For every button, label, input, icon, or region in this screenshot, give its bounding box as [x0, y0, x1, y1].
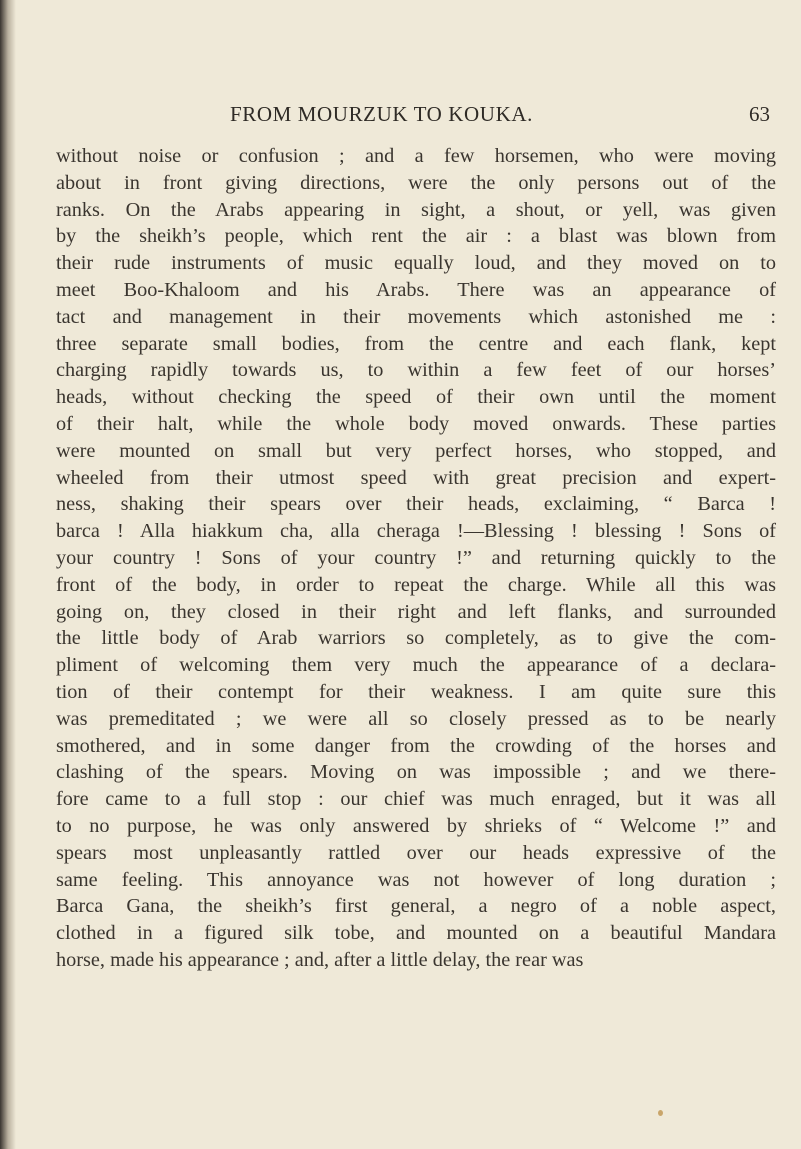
binding-gutter-shadow [0, 0, 16, 1149]
text-line: spears most unpleasantly rattled over our heads expressive of the [56, 841, 776, 864]
text-line: were mounted on small but very perfect horses, who stopped, and [56, 439, 776, 462]
text-line: to no purpose, he was only answered by shrieks of “ Welcome !” and [56, 814, 776, 837]
text-line: tion of their contempt for their weakness. I am quite sure this [56, 680, 776, 703]
text-line: going on, they closed in their right and left flanks, and surrounded [56, 600, 776, 623]
text-line: horse, made his appearance ; and, after a little delay, the rear was [56, 948, 584, 971]
text-line: pliment of welcoming them very much the appearance of a declara- [56, 654, 776, 677]
text-line: meet Boo-Khaloom and his Arabs. There was an appearance of [56, 278, 776, 301]
text-line: clothed in a figured silk tobe, and mounted on a beautiful Mandara [56, 922, 776, 945]
text-line: heads, without checking the speed of their own until the moment [56, 386, 776, 409]
text-line: same feeling. This annoyance was not however of long duration ; [56, 868, 776, 891]
page-header [230, 102, 770, 136]
text-line: of their halt, while the whole body moved onwards. These parties [56, 412, 776, 435]
text-line: clashing of the spears. Moving on was impossible ; and we there- [56, 761, 776, 784]
text-line: your country ! Sons of your country !” and returning quickly to the [56, 546, 776, 569]
page-number: 63 [749, 102, 770, 126]
text-line: front of the body, in order to repeat the charge. While all this was [56, 573, 776, 596]
body-paragraph [56, 143, 776, 974]
text-line: ness, shaking their spears over their heads, exclaiming, “ Barca ! [56, 493, 776, 516]
text-line: wheeled from their utmost speed with great precision and expert- [56, 466, 776, 489]
text-line: fore came to a full stop : our chief was much enraged, but it was all [56, 788, 776, 811]
text-line: by the sheikh’s people, which rent the air : a blast was blown from [56, 225, 776, 248]
text-line: their rude instruments of music equally loud, and they moved on to [56, 252, 776, 275]
text-line: barca ! Alla hiakkum cha, alla cheraga !—Blessing ! blessing ! Sons of [56, 520, 776, 543]
text-line: about in front giving directions, were the only persons out of the [56, 171, 776, 194]
text-line: charging rapidly towards us, to within a few feet of our horses’ [56, 359, 776, 382]
text-line: smothered, and in some danger from the crowding of the horses and [56, 734, 776, 757]
text-line: three separate small bodies, from the centre and each flank, kept [56, 332, 776, 355]
text-line: Barca Gana, the sheikh’s first general, a negro of a noble aspect, [56, 895, 776, 918]
paper-stain [658, 1110, 663, 1116]
text-line: tact and management in their movements which astonished me : [56, 305, 776, 328]
running-head: FROM MOURZUK TO KOUKA. [230, 102, 533, 126]
text-line: the little body of Arab warriors so completely, as to give the com- [56, 627, 776, 650]
text-line: was premeditated ; we were all so closely pressed as to be nearly [56, 707, 776, 730]
text-line: without noise or confusion ; and a few horsemen, who were moving [56, 145, 776, 167]
text-line: ranks. On the Arabs appearing in sight, a shout, or yell, was given [56, 198, 776, 221]
